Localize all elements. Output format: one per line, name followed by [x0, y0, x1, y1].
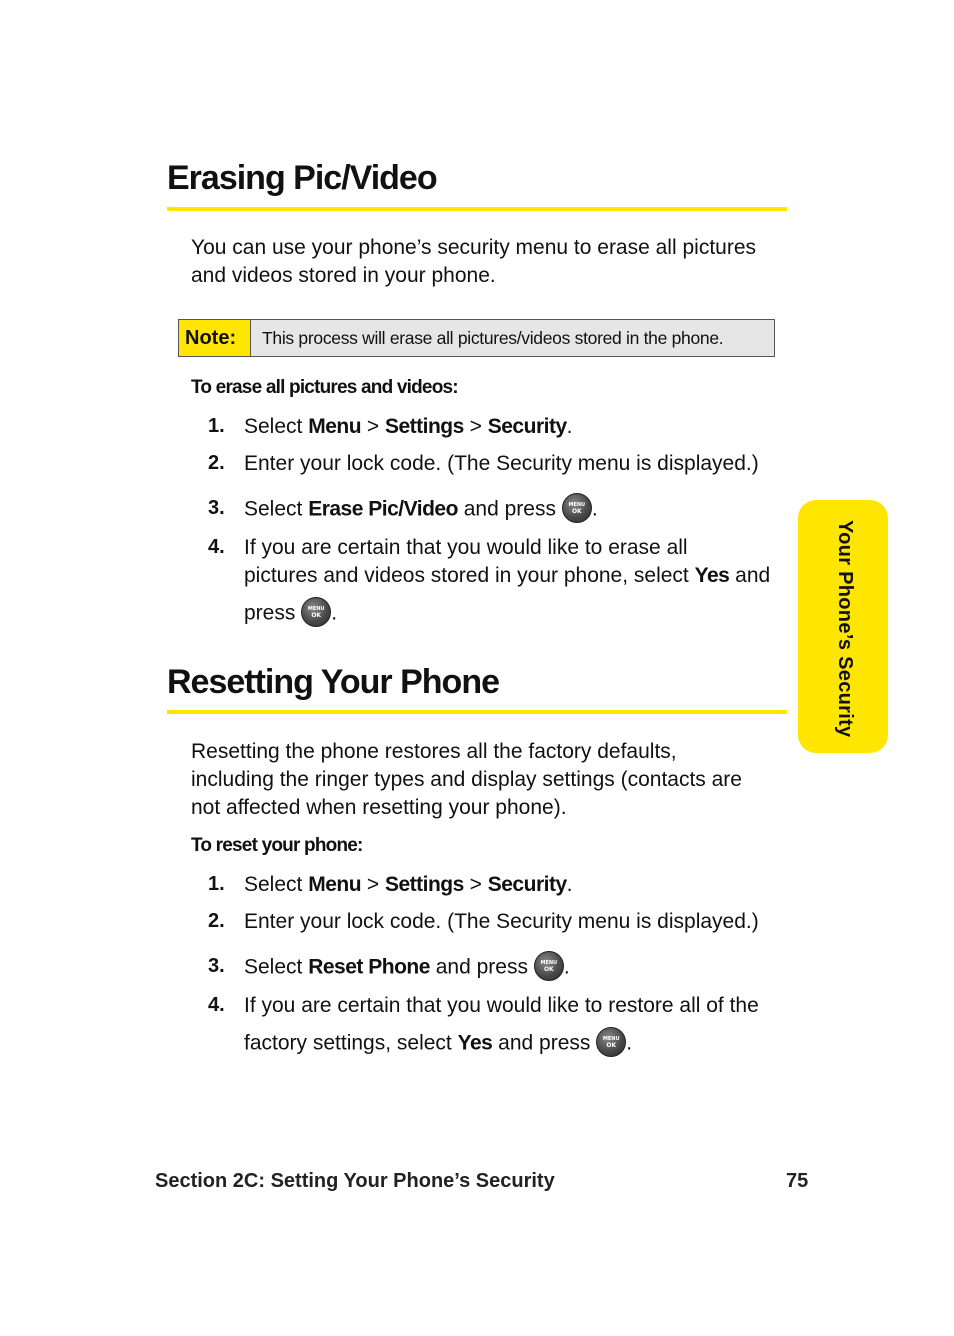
- note-box: [178, 319, 775, 357]
- step-text-part: .: [566, 415, 573, 438]
- intro-line: and videos stored in your phone.: [191, 264, 496, 287]
- note-label: Note:: [179, 320, 251, 356]
- note-text: This process will erase all pictures/videos stored in the phone.: [251, 320, 774, 356]
- step-text-part: and: [729, 564, 771, 587]
- step-text: [244, 495, 794, 525]
- step-text-part: .: [591, 497, 598, 521]
- step-text-part: .: [566, 873, 573, 896]
- step-text: Enter your lock code. (The Security menu is displayed.): [244, 452, 759, 475]
- intro-line: not affected when resetting your phone).: [191, 796, 567, 819]
- key-label: MENU: [602, 1036, 620, 1042]
- step-text-part: .: [626, 1031, 633, 1055]
- step-text: [244, 992, 794, 1059]
- key-label: OK: [543, 966, 554, 973]
- subhead-reset: To reset your phone:: [191, 835, 363, 856]
- step-number: 2.: [208, 910, 225, 932]
- menu-ok-key-icon: [534, 951, 564, 981]
- step-number: 2.: [208, 452, 225, 474]
- step-number: 3.: [208, 955, 225, 977]
- menu-label: Menu: [308, 873, 362, 896]
- step-text: [244, 413, 794, 441]
- step-text-part: .: [563, 955, 570, 979]
- step-text: [244, 871, 794, 899]
- menu-ok-key-icon: [596, 1027, 626, 1057]
- separator: >: [463, 873, 488, 896]
- key-label: MENU: [307, 606, 325, 612]
- intro-line: Resetting the phone restores all the factory defaults,: [191, 740, 677, 763]
- intro-line: You can use your phone’s security menu to erase all pictures: [191, 236, 757, 259]
- menu-ok-key-icon: [301, 597, 331, 627]
- heading-resetting-your-phone: Resetting Your Phone: [167, 663, 500, 701]
- key-label: OK: [311, 612, 322, 619]
- step-text-part: factory settings, select: [244, 1031, 458, 1055]
- step-text-part: Select: [244, 415, 309, 438]
- intro-paragraph: [191, 234, 791, 290]
- step-line: [244, 599, 794, 629]
- step-line: If you are certain that you would like to restore all of the: [244, 994, 759, 1017]
- intro-paragraph: [191, 738, 791, 822]
- step-number: 1.: [208, 415, 225, 437]
- heading-rule: [167, 207, 787, 211]
- erase-pic-video-label: Erase Pic/Video: [308, 497, 458, 521]
- step-text-part: and press: [429, 955, 534, 979]
- step-text-part: .: [331, 601, 338, 625]
- key-label: MENU: [540, 960, 558, 966]
- yes-label: Yes: [694, 564, 730, 587]
- side-tab-label: Your Phone’s Security: [834, 520, 856, 738]
- security-label: Security: [487, 415, 567, 438]
- menu-label: Menu: [308, 415, 362, 438]
- step-number: 1.: [208, 873, 225, 895]
- intro-line: including the ringer types and display settings (contacts are: [191, 768, 742, 791]
- security-label: Security: [487, 873, 567, 896]
- subhead-erase: To erase all pictures and videos:: [191, 377, 458, 398]
- separator: >: [361, 873, 385, 896]
- key-label: MENU: [568, 502, 586, 508]
- heading-rule: [167, 710, 787, 714]
- step-line: [244, 562, 794, 590]
- step-number: 4.: [208, 536, 225, 558]
- yes-label: Yes: [457, 1031, 493, 1055]
- step-text-part: Select: [244, 873, 309, 896]
- footer-page-number: 75: [786, 1170, 809, 1192]
- settings-label: Settings: [384, 415, 464, 438]
- settings-label: Settings: [384, 873, 464, 896]
- key-label: OK: [571, 508, 582, 515]
- step-text-part: and press: [457, 497, 562, 521]
- step-text: [244, 953, 794, 983]
- step-text-part: pictures and videos stored in your phone, select: [244, 564, 695, 587]
- footer-section-title: Section 2C: Setting Your Phone’s Security: [155, 1170, 555, 1192]
- heading-erasing-pic-video: Erasing Pic/Video: [167, 159, 437, 197]
- step-number: 3.: [208, 497, 225, 519]
- step-text: [244, 534, 794, 629]
- reset-phone-label: Reset Phone: [308, 955, 430, 979]
- step-text-part: Select: [244, 955, 309, 979]
- step-line: If you are certain that you would like to erase all: [244, 536, 688, 559]
- menu-ok-key-icon: [562, 493, 592, 523]
- separator: >: [463, 415, 488, 438]
- key-label: OK: [606, 1042, 617, 1049]
- step-text: Enter your lock code. (The Security menu is displayed.): [244, 910, 759, 933]
- step-line: [244, 1029, 794, 1059]
- step-text-part: Select: [244, 497, 309, 521]
- step-text-part: and press: [492, 1031, 597, 1055]
- step-text-part: press: [244, 601, 302, 625]
- separator: >: [361, 415, 385, 438]
- step-number: 4.: [208, 994, 225, 1016]
